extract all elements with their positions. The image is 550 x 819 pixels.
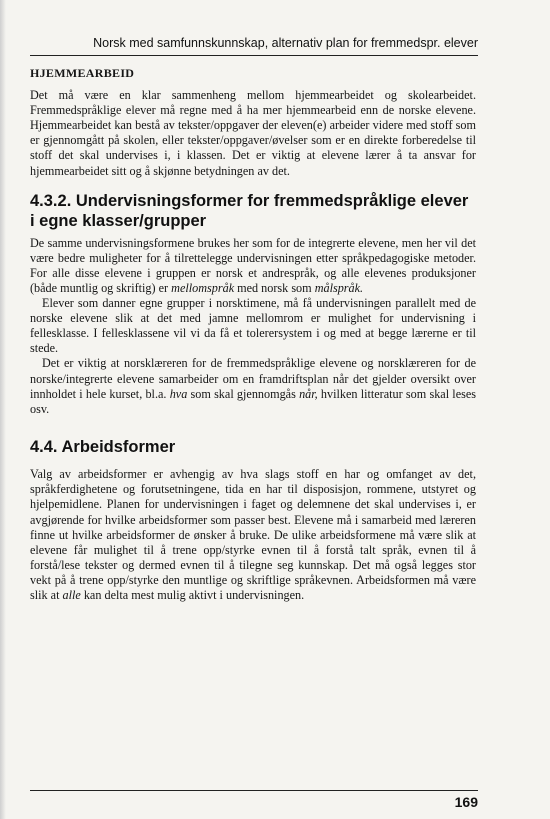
text-run: som skal gjennomgås bbox=[187, 386, 300, 401]
emphasis-mellomsprak: mellomspråk bbox=[171, 280, 235, 295]
section-4-4-paragraph bbox=[30, 467, 476, 603]
emphasis-malsprak: målspråk. bbox=[314, 280, 364, 295]
text-run: Det er viktig at norsklæreren for de fremmedspråklige elevene og norsklæreren for de norske/integrerte elevene samarbeider om en framdriftsplan når det gjelder oversikt over innholdet i hele kurset, bl.a. bbox=[30, 356, 476, 401]
text-run: med norsk som bbox=[234, 280, 315, 295]
section-4-3-2-paragraph-3 bbox=[30, 356, 476, 416]
running-header: Norsk med samfunnskunnskap, alternativ plan for fremmedspr. elever bbox=[93, 36, 478, 50]
emphasis-alle: alle bbox=[62, 588, 81, 603]
header-rule bbox=[30, 55, 478, 56]
text-run: hvilken litteratur som skal leses osv. bbox=[30, 386, 476, 416]
homework-heading: HJEMMEARBEID bbox=[30, 66, 135, 80]
page-edge-shadow bbox=[0, 0, 6, 819]
section-4-3-2-paragraph-2: Elever som danner egne grupper i norsktimene, må få undervisningen parallelt med de norske elevene slik at det med jamne mellomrom er mulighet for undervisning i fellesklasse. I fellesklassene vil vi da få et tolerersystem i og med at begge lærerne er til stede. bbox=[30, 296, 476, 356]
section-heading-4-3-2: 4.3.2. Undervisningsformer for fremmedspråklige elever i egne klasser/grupper bbox=[30, 191, 469, 231]
section-4-3-2-paragraph-1 bbox=[30, 236, 476, 296]
page-content bbox=[30, 66, 476, 603]
footer-rule bbox=[30, 790, 478, 791]
page-number: 169 bbox=[454, 794, 478, 810]
emphasis-nar: når, bbox=[299, 386, 318, 401]
homework-paragraph: Det må være en klar sammenheng mellom hjemmearbeidet og skolearbeidet. Fremmedspråklige elever må regne med å ha mer hjemmearbeid enn de norske elevene. Hjemmearbeidet kan bestå av tekster/oppgaver der eleven(e) arbeider videre med stoff som er gjennomgått på skolen, eller tekster/oppgaver/øvelser som er en direkte forberedelse til stoff det skal undervises i, i klassen. Det er viktig at elevene lærer å ta ansvar for hjemmearbeidet sitt og å skjønne betydningen av det. bbox=[30, 88, 476, 178]
text-run: De samme undervisningsformene brukes her som for de integrerte elevene, men her vil det være bedre muligheter for å tilrettelegge undervisningen etter språkpedagogiske metoder. For alle disse elevene i gruppen er norsk et andrespråk, og alle elevenes produksjoner (både muntlig og skriftig) er bbox=[30, 235, 476, 295]
text-run: kan delta mest mulig aktivt i undervisningen. bbox=[80, 588, 305, 603]
section-heading-4-4: 4.4. Arbeidsformer bbox=[30, 437, 176, 456]
emphasis-hva: hva bbox=[169, 386, 188, 401]
text-run: Valg av arbeidsformer er avhengig av hva slags stoff en har og omfanget av det, språkferdighetene og forutsetningene, tida en har til disposisjon, rommene, utstyret og hjelpemidlene. Planen for undervisningen i faget og delemnene det skal undervises i, er avgjørende for hvilke arbeidsformer som passer best. Elevene må i samarbeid med læreren finne ut hvilke arbeidsformer de ønsker å bruke. De ulike arbeidsformene må være slik at elevene får mulighet til å trene opp/styrke evnen til å forstå talt språk, evnen til å forstå/lese tekster og dermed evnen til å tilegne seg kunnskap. Det må også legges stor vekt på å trene opp/styrke den muntlige og skriftlige språkevnen. Arbeidsformen må være slik at bbox=[30, 467, 476, 603]
